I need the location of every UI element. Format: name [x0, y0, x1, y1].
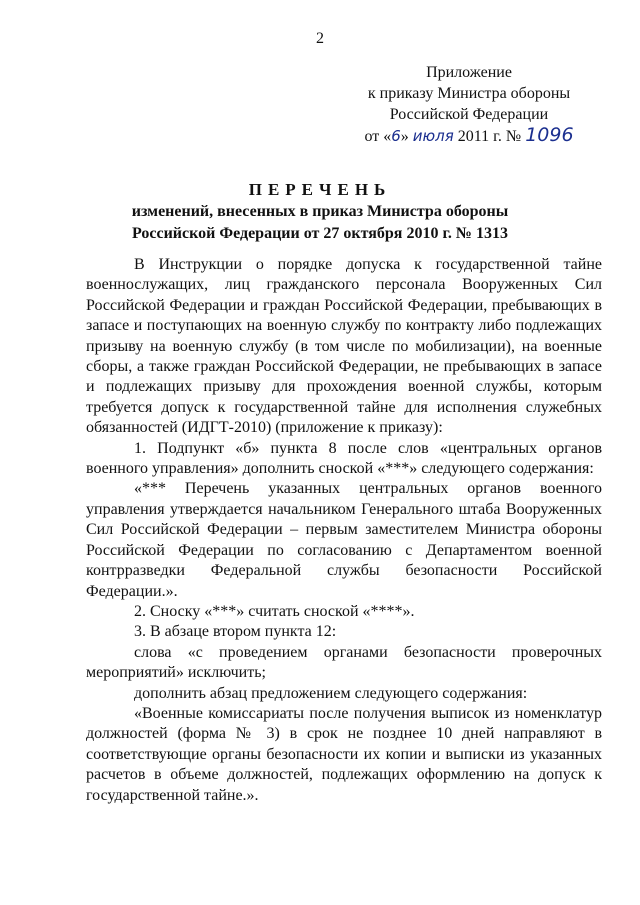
order-date-line: [344, 125, 594, 147]
paragraph-item-1: 1. Подпункт «б» пункта 8 после слов «центральных органов военного управления» дополнить сноской «***» следующего содержания:: [86, 439, 602, 478]
handwritten-day: 6: [391, 127, 401, 145]
paragraph-instruction-intro: В Инструкции о порядке допуска к государственной тайне военнослужащих, лиц гражданского персонала Вооруженных Сил Российской Федерации и граждан Российской Федерации, пребывающих в запасе и поступающих на военную службу по контракту либо подлежащих призыву на военную службу (в том числе по мобилизации), на военные сборы, а также граждан Российской Федерации, не пребывающих в запасе и подлежащих призыву для прохождения военной службы, которым требуется допуск к государственной тайне для исполнения служебных обязанностей (ИДГТ-2010) (приложение к приказу):: [86, 256, 602, 437]
document-title: [40, 179, 600, 245]
title-main: ПЕРЕЧЕНЬ: [248, 180, 392, 199]
year-and-number-label: 2011 г. №: [457, 128, 522, 145]
appendix-label: Приложение: [426, 64, 512, 81]
date-prefix: от «: [364, 128, 392, 145]
title-subtitle-line2: Российской Федерации от 27 октября 2010 г. № 1313: [132, 225, 508, 242]
paragraph-item-3-added-text: «Военные комиссариаты после получения выписок из номенклатур должностей (форма № 3) в срок не позднее 10 дней направляют в соответствующие органы безопасности их копии и выписки из указанных расчетов в объеме должностей, подлежащих оформлению на допуск к государственной тайне.».: [86, 704, 602, 804]
document-body: [86, 255, 602, 806]
paragraph-item-3: 3. В абзаце втором пункта 12:: [134, 623, 337, 641]
appendix-order-ref: к приказу Министра обороны: [367, 85, 571, 102]
appendix-country: Российской Федерации: [389, 106, 549, 123]
handwritten-month: июля: [412, 127, 454, 145]
paragraph-item-2: 2. Сноску «***» считать сноской «****».: [134, 602, 415, 620]
page-number: 2: [316, 30, 324, 47]
date-quote-close: »: [400, 128, 409, 145]
paragraph-item-3-add: дополнить абзац предложением следующего содержания:: [134, 684, 528, 702]
title-subtitle-line1: изменений, внесенных в приказ Министра обороны: [131, 203, 509, 220]
appendix-header: [344, 62, 594, 147]
handwritten-order-number: 1096: [525, 124, 574, 146]
paragraph-footnote-text: «*** Перечень указанных центральных органов военного управления утверждается начальником Генерального штаба Вооруженных Сил Российской Федерации – первым заместителем Министра обороны Российской Федерации по согласованию с Департаментом военной контрразведки Федеральной службы безопасности Российской Федерации.».: [86, 480, 602, 600]
paragraph-item-3-delete: слова «с проведением органами безопасности проверочных мероприятий» исключить;: [86, 643, 602, 682]
